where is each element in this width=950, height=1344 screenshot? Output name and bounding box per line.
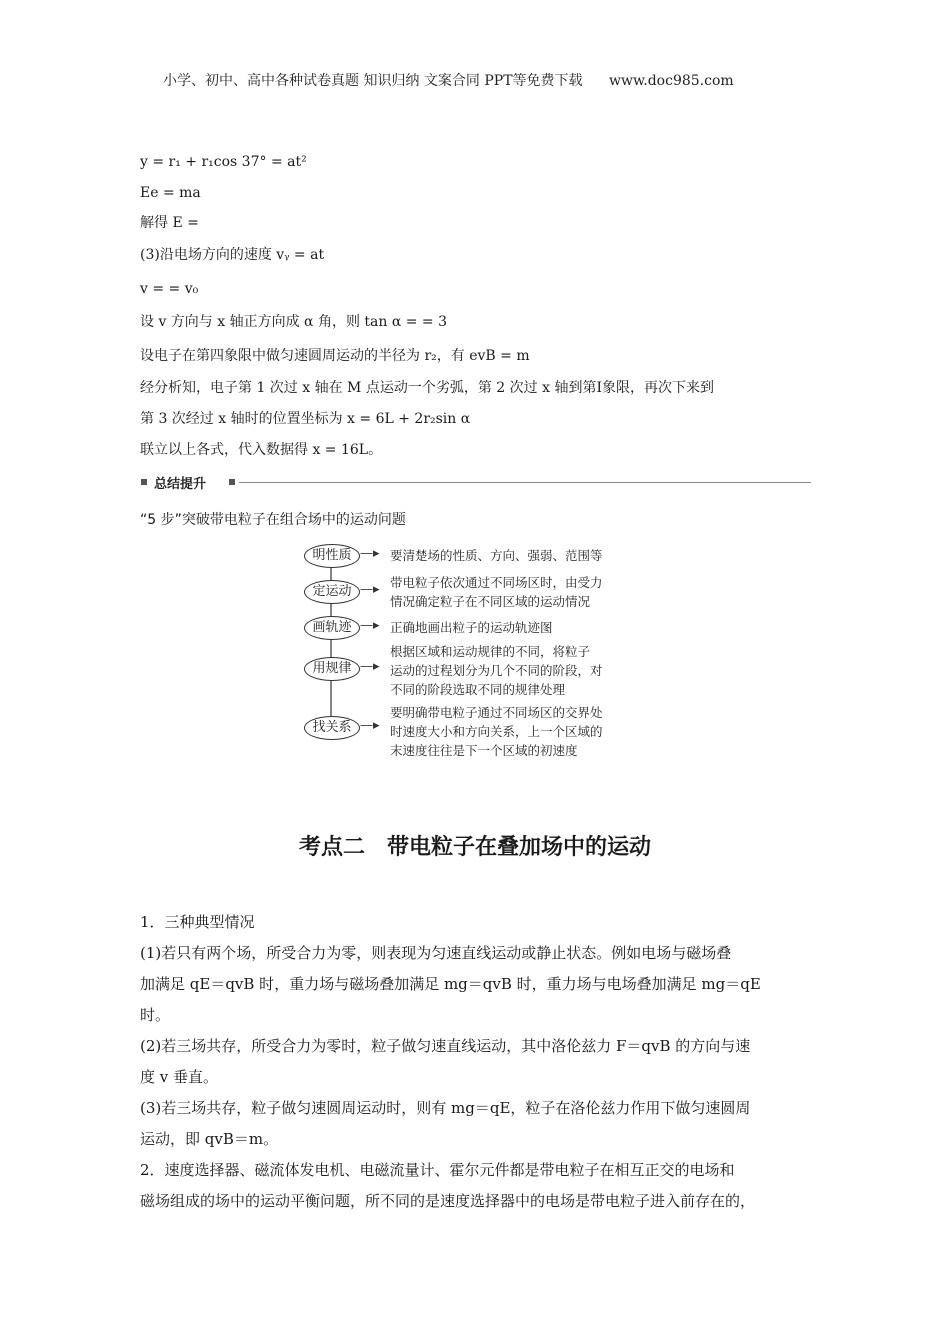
solution-line-9: 第 3 次经过 x 轴时的位置坐标为 x = 6L + 2r₂sin α bbox=[140, 411, 471, 427]
solution-line-5: v = = v₀ bbox=[140, 281, 199, 297]
section-title: 考点二 带电粒子在叠加场中的运动 bbox=[298, 835, 651, 860]
paragraph-line: (1)若只有两个场，所受合力为零，则表现为匀速直线运动或静止状态。例如电场与磁场叠 bbox=[140, 944, 732, 962]
flow-step-oval: 用规律 bbox=[304, 657, 360, 681]
paragraph-line: 运动，即 qvB＝m。 bbox=[140, 1130, 279, 1148]
flow-step-oval: 定运动 bbox=[304, 580, 360, 604]
header-url-link[interactable]: www.doc985.com bbox=[608, 73, 734, 89]
flow-step-text: 正确地画出粒子的运动轨迹图 bbox=[390, 620, 553, 635]
flow-step-oval: 找关系 bbox=[304, 716, 360, 740]
summary-rule bbox=[239, 482, 811, 483]
paragraph-line: (3)若三场共存，粒子做匀速圆周运动时，则有 mg＝qE，粒子在洛伦兹力作用下做匀速圆周 bbox=[140, 1099, 751, 1117]
solution-line-4: (3)沿电场方向的速度 vᵧ = at bbox=[140, 247, 325, 263]
section-body bbox=[140, 907, 812, 1217]
flow-step-text: 要清楚场的性质、方向、强弱、范围等 bbox=[390, 548, 603, 563]
solution-line-8: 经分析知，电子第 1 次过 x 轴在 M 点运动一个劣弧，第 2 次过 x 轴到第Ⅰ象限，再次下来到 bbox=[140, 380, 714, 396]
header-promo-text: 小学、初中、高中各种试卷真题 知识归纳 文案合同 PPT等免费下载 bbox=[163, 73, 583, 89]
solution-line-10: 联立以上各式，代入数据得 x = 16L。 bbox=[140, 442, 383, 458]
flow-step-oval: 明性质 bbox=[304, 544, 360, 568]
paragraph-heading-1: 1．三种典型情况 bbox=[140, 913, 255, 931]
paragraph-line: (2)若三场共存，所受合力为零时，粒子做匀速直线运动，其中洛伦兹力 F＝qvB 的方向与速 bbox=[140, 1037, 751, 1055]
solution-line-6: 设 v 方向与 x 轴正方向成 α 角，则 tan α = = 3 bbox=[140, 314, 448, 330]
paragraph-line: 加满足 qE＝qvB 时，重力场与磁场叠加满足 mg＝qvB 时，重力场与电场叠加满足 mg＝qE bbox=[140, 975, 761, 993]
flow-step-text: 带电粒子依次通过不同场区时，由受力 情况确定粒子在不同区域的运动情况 bbox=[390, 575, 603, 609]
solution-line-2: Ee = ma bbox=[140, 185, 201, 201]
flow-step-text: 要明确带电粒子通过不同场区的交界处 时速度大小和方向关系，上一个区域的 末速度往往是下一个区域的初速度 bbox=[390, 705, 603, 758]
summary-intro: “5 步”突破带电粒子在组合场中的运动问题 bbox=[140, 512, 406, 528]
paragraph-line: 时。 bbox=[140, 1006, 171, 1024]
solution-line-7: 设电子在第四象限中做匀速圆周运动的半径为 r₂，有 evB = m bbox=[140, 348, 530, 364]
summary-header-bar bbox=[141, 473, 811, 493]
solution-line-1: y = r₁ + r₁cos 37° = at² bbox=[140, 154, 307, 170]
arrow-right-icon: —▸ bbox=[360, 659, 380, 674]
arrow-right-icon: —▸ bbox=[360, 582, 380, 597]
paragraph-line: 2．速度选择器、磁流体发电机、电磁流量计、霍尔元件都是带电粒子在相互正交的电场和 bbox=[140, 1161, 735, 1179]
summary-bullet-right bbox=[229, 479, 235, 485]
flow-step-oval: 画轨迹 bbox=[304, 616, 360, 640]
arrow-right-icon: —▸ bbox=[360, 618, 380, 633]
paragraph-line: 磁场组成的场中的运动平衡问题，所不同的是速度选择器中的电场是带电粒子进入前存在的， bbox=[140, 1192, 756, 1210]
flow-step-text: 根据区域和运动规律的不同，将粒子 运动的过程划分为几个不同的阶段，对 不同的阶段选取不同的规律处理 bbox=[390, 644, 603, 697]
summary-bullet-left bbox=[141, 479, 147, 485]
solution-line-3: 解得 E = bbox=[140, 215, 199, 231]
paragraph-line: 度 v 垂直。 bbox=[140, 1068, 219, 1086]
page-header-promo bbox=[163, 70, 734, 90]
arrow-right-icon: —▸ bbox=[360, 718, 380, 733]
arrow-right-icon: —▸ bbox=[360, 546, 380, 561]
five-step-flowchart bbox=[296, 540, 666, 765]
summary-label: 总结提升 bbox=[154, 477, 207, 492]
